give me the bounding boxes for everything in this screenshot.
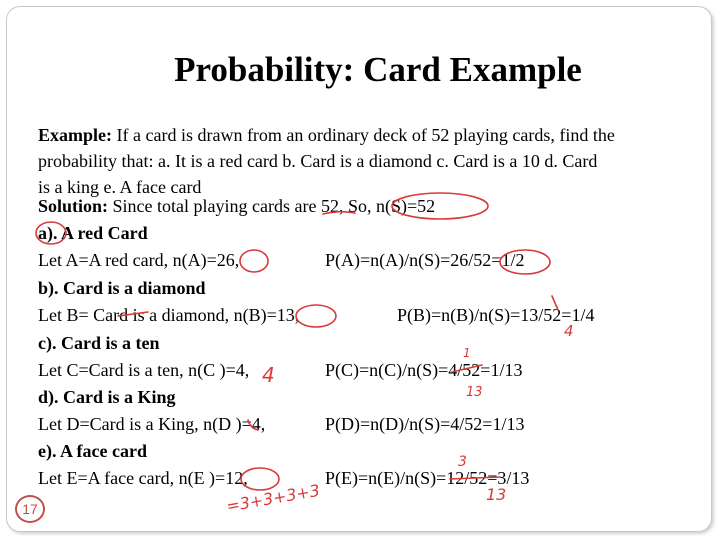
part-a-heading: a). A red Card — [38, 223, 148, 243]
part-e-heading: e). A face card — [38, 441, 147, 461]
example-paragraph — [38, 122, 688, 200]
part-e-let: Let E=A face card, n(E )=12, — [38, 468, 248, 488]
part-c-let: Let C=Card is a ten, n(C )=4, — [38, 360, 250, 380]
solution-text: Since total playing cards are 52, So, n(S)=52 — [108, 196, 436, 216]
page-number: 17 — [22, 501, 38, 517]
part-a-let: Let A=A red card, n(A)=26, — [38, 250, 240, 270]
example-text-line1: If a card is drawn from an ordinary deck of 52 playing cards, find the — [112, 125, 615, 145]
part-d-let: Let D=Card is a King, n(D )=4, — [38, 414, 266, 434]
part-e-probability: P(E)=n(E)/n(S)=12/52=3/13 — [325, 468, 530, 488]
part-d-heading: d). Card is a King — [38, 387, 176, 407]
part-c-probability: P(C)=n(C)/n(S)=4/52=1/13 — [325, 360, 523, 380]
example-text-line3: is a king e. A face card — [38, 177, 202, 197]
slide-title: Probability: Card Example — [174, 50, 582, 89]
example-label: Example: — [38, 125, 112, 145]
example-text-line2: probability that: a. It is a red card b. Card is a diamond c. Card is a 10 d. Card — [38, 151, 598, 171]
ink-note-b-denominator: 4 — [564, 322, 574, 340]
part-d-probability: P(D)=n(D)/n(S)=4/52=1/13 — [325, 414, 525, 434]
solution-line — [38, 196, 435, 217]
page-number-badge — [13, 495, 47, 523]
ink-note-c-count: 4 — [262, 363, 275, 387]
solution-label: Solution: — [38, 196, 109, 216]
ink-note-c-denominator: 13 — [466, 385, 483, 400]
ink-note-e-sum: =3+3+3+3 — [224, 480, 322, 516]
part-c-heading: c). Card is a ten — [38, 333, 160, 353]
part-a-probability: P(A)=n(A)/n(S)=26/52=1/2 — [325, 250, 525, 270]
ink-note-c-numerator: 1 — [463, 346, 471, 360]
part-b-probability: P(B)=n(B)/n(S)=13/52=1/4 — [397, 305, 595, 325]
ink-note-e-numerator: 3 — [458, 454, 467, 470]
ink-note-e-denominator: 13 — [486, 485, 507, 504]
part-b-let: Let B= Card is a diamond, n(B)=13, — [38, 305, 300, 325]
part-b-heading: b). Card is a diamond — [38, 278, 206, 298]
